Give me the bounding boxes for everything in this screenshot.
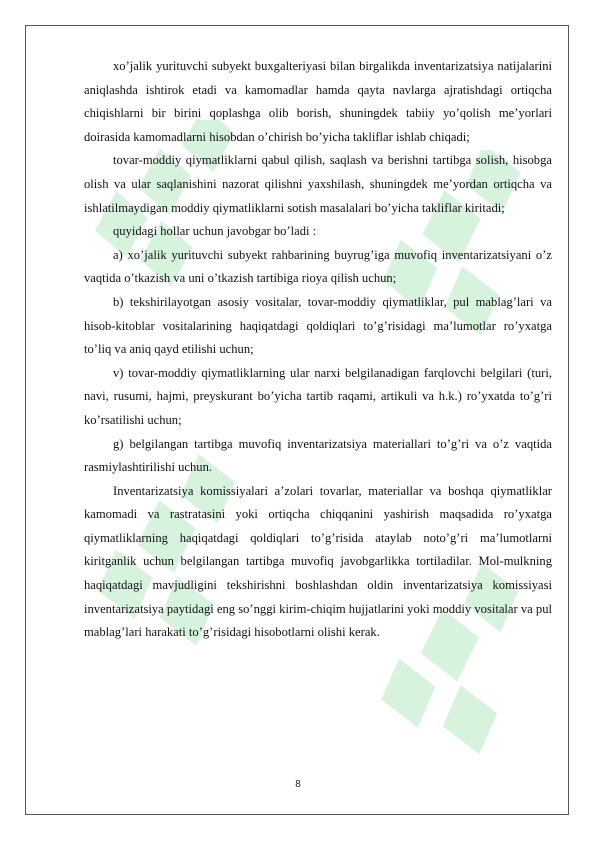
paragraph: a) xo’jalik yurituvchi subyekt rahbarining buyrug’iga muvofiq inventarizatsiyani o’z vaqtida o’tkazish va uni o’tkazish tartibiga rioya qilish uchun; bbox=[84, 247, 552, 286]
paragraph: quyidagi hollar uchun javobgar bo’ladi : bbox=[113, 224, 317, 239]
paragraph: v) tovar-moddiy qiymatliklarning ular narxi belgilanadigan farqlovchi belgilari (turi, navi, rusumi, hajmi, preyskurant bo’yicha tartib raqami, artikuli va h.k.) ro’yxatda to’g’ri ko’rsatilishi uchun; bbox=[84, 365, 552, 427]
page-number: 8 bbox=[295, 779, 301, 790]
paragraph: xo’jalik yurituvchi subyekt buxgalteriyasi bilan birgalikda inventarizatsiya natijalarini aniqlashda ishtirok etadi va kamomadlar hamda qayta navlarga ajratishdagi ortiqcha chiqishlarni bir birini qoplashga olib borish, shuningdek tabiiy yo’qolish me’yorlari doirasida kamomadlarni hisobdan o’chirish bo’yicha takliflar ishlab chiqadi; bbox=[84, 59, 552, 144]
paragraph: g) belgilangan tartibga muvofiq inventarizatsiya materiallari to’g’ri va o’z vaqtida rasmiylashtirilishi uchun. bbox=[84, 436, 552, 475]
body-text bbox=[84, 55, 552, 645]
paragraph: tovar-moddiy qiymatliklarni qabul qilish, saqlash va berishni tartibga solish, hisobga olish va ular saqlanishini nazorat qilishni yaxshilash, shuningdek me’yordan ortiqcha va ishlatilmaydigan moddiy qiymatliklarni sotish masalalari bo’yicha takliflar kiritadi; bbox=[84, 153, 552, 215]
paragraph: b) tekshirilayotgan asosiy vositalar, tovar-moddiy qiymatliklar, pul mablag’lari va hisob-kitoblar vositalarining haqiqatdagi qoldiqlari to’g’risidagi ma’lumotlar ro’yxatga to’liq va aniq qayd etilishi uchun; bbox=[84, 294, 552, 357]
paragraph: Inventarizatsiya komissiyalari a’zolari tovarlar, materiallar va boshqa qiymatliklar kamomadi va rastratasini yoki ortiqcha chiqqanini yashirish maqsadida ro’yxatga qiymatliklarning haqiqatdagi qoldiqlari to’g’risida ataylab noto’g’ri ma’lumotlarni kiritganlik uchun belgilangan tartibga muvofiq javobgarlikka tortiladilar. Mol-mulkning haqiqatdagi mavjudligini tekshirishni boshlashdan oldin inventarizatsiya komissiyasi inventarizatsiya paytidagi eng so’nggi kirim-chiqim hujjatlarini yoki moddiy vositalar va pul mablag’lari harakati to’g’risidagi hisobotlarni olishi kerak. bbox=[84, 483, 552, 640]
